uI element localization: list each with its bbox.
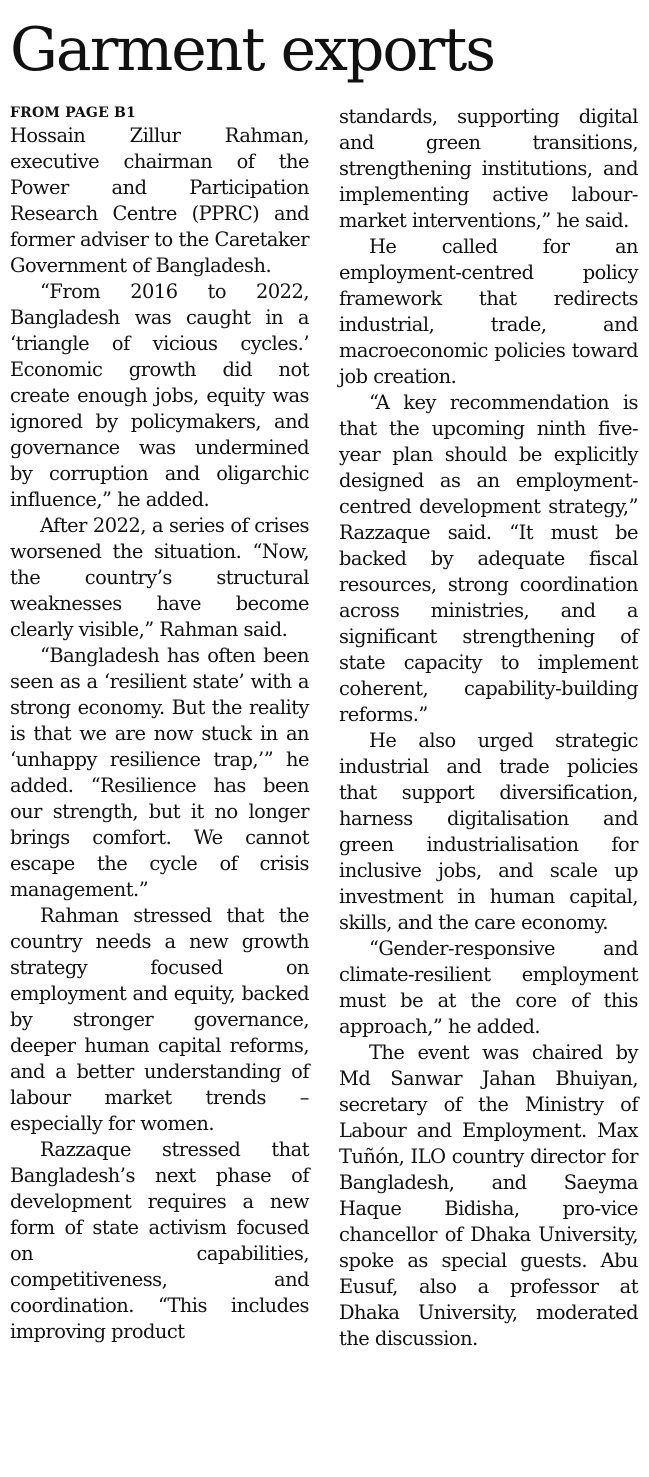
headline: Garment exports	[10, 15, 495, 85]
continued-from-label: FROM PAGE B1	[10, 105, 136, 121]
paragraph: “Bangladesh has often been seen as a ‘resilient state’ with a strong economy. But the reality is that we are now stuck in an ‘unhappy resilience trap,’” he added. “Resilience has been our strength, but it no longer brings comfort. We cannot escape the cycle of crisis management.”	[10, 644, 309, 901]
paragraph: “A key recommendation is that the upcoming ninth five-year plan should be explicitly designed as an employment-centred development strategy,” Razzaque said. “It must be backed by adequate fiscal resources, strong coordination across ministries, and a significant strengthening of state capacity to implement coherent, capability-building reforms.”	[339, 391, 638, 726]
article-column-right	[339, 104, 638, 1352]
paragraph: The event was chaired by Md Sanwar Jahan Bhuiyan, secretary of the Ministry of Labour and Employment. Max Tuñón, ILO country director for Bangladesh, and Saeyma Haque Bidisha, pro-vice chancellor of Dhaka University, spoke as special guests. Abu Eusuf, also a professor at Dhaka University, moderated the discussion.	[339, 1041, 638, 1350]
paragraph: After 2022, a series of crises worsened the situation. “Now, the country’s structural weaknesses have become clearly visible,” Rahman said.	[10, 514, 309, 641]
paragraph: Rahman stressed that the country needs a new growth strategy focused on employment and equity, backed by stronger governance, deeper human capital reforms, and a better understanding of labour market trends – especially for women.	[10, 904, 309, 1135]
paragraph: standards, supporting digital and green transitions, strengthening institutions, and implementing active labour-market interventions,” he said.	[339, 105, 638, 232]
paragraph: He also urged strategic industrial and trade policies that support diversification, harness digitalisation and green industrialisation for inclusive jobs, and scale up investment in human capital, skills, and the care economy.	[339, 729, 638, 934]
paragraph: Hossain Zillur Rahman, executive chairman of the Power and Participation Research Centre (PPRC) and former adviser to the Caretaker Government of Bangladesh.	[10, 124, 309, 277]
article-column-left	[10, 104, 309, 1345]
paragraph: “Gender-responsive and climate-resilient employment must be at the core of this approach,” he added.	[339, 937, 638, 1038]
paragraph: Razzaque stressed that Bangladesh’s next phase of development requires a new form of state activism focused on capabilities, competitiveness, and coordination. “This includes improving product	[10, 1138, 309, 1343]
paragraph: He called for an employment-centred policy framework that redirects industrial, trade, and macroeconomic policies toward job creation.	[339, 235, 638, 388]
paragraph: “From 2016 to 2022, Bangladesh was caught in a ‘triangle of vicious cycles.’ Economic growth did not create enough jobs, equity was ignored by policymakers, and governance was undermined by corruption and oligarchic influence,” he added.	[10, 280, 309, 511]
